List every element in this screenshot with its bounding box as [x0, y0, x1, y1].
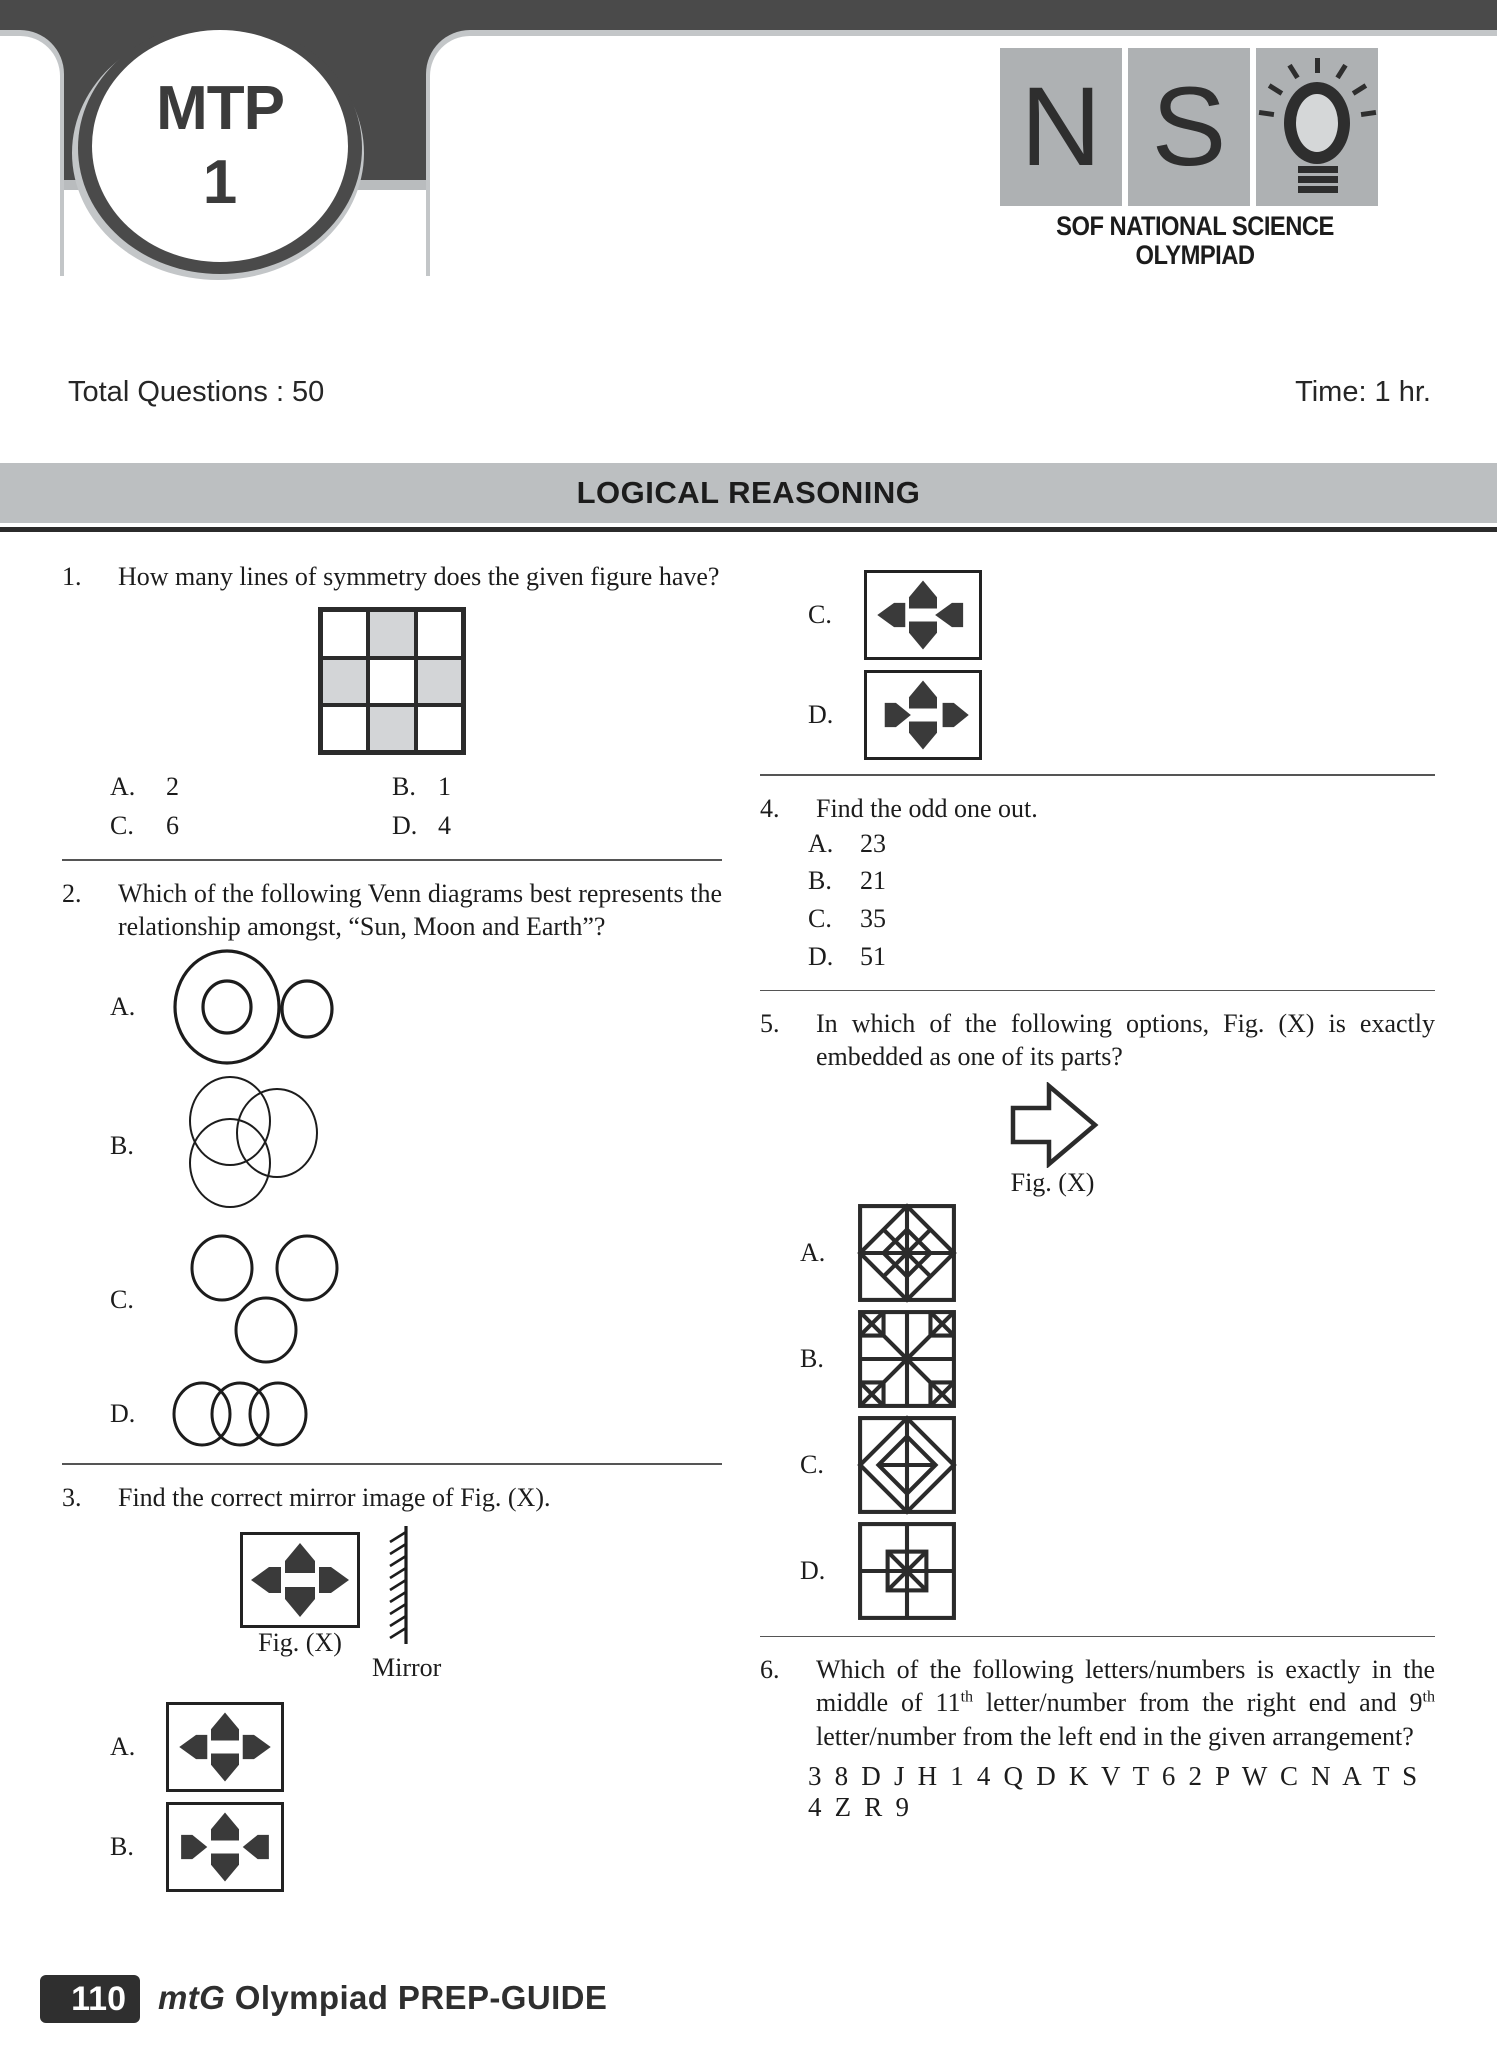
- nso-caption: [1023, 212, 1366, 270]
- section-title-bar: [0, 463, 1497, 523]
- question-1-number: 1.: [62, 562, 82, 591]
- square-center-star-box: [856, 1520, 958, 1622]
- arrows-up-left-right-down: [166, 1702, 284, 1792]
- option-a-value: 23: [860, 828, 886, 858]
- option-d-label: D.: [110, 1399, 136, 1429]
- question-3-option-b[interactable]: [62, 1802, 722, 1892]
- question-6-text-p2: letter/number from the right end and 9: [973, 1688, 1423, 1718]
- arrows-up-right-left-down: [166, 1802, 284, 1892]
- option-row: [62, 806, 722, 845]
- question-4-text: Find the odd one out.: [816, 793, 1038, 823]
- exam-info-row: [0, 362, 1497, 432]
- question-2-option-b[interactable]: [62, 1071, 722, 1221]
- option-d-value: 51: [860, 941, 886, 971]
- question-4-option-a[interactable]: [808, 825, 1435, 863]
- mtp-badge: [92, 30, 348, 262]
- nso-letter-n: N: [1020, 64, 1102, 189]
- question-5: [760, 1007, 1435, 1622]
- question-divider: [62, 1463, 722, 1465]
- question-3-number: 3.: [62, 1482, 82, 1512]
- square-nested-diamonds: [856, 1414, 958, 1516]
- venn-three-disjoint: [162, 1225, 382, 1375]
- question-3-text: Find the correct mirror image of Fig. (X).: [118, 1482, 551, 1512]
- option-b-label: B.: [110, 1832, 134, 1862]
- option-a[interactable]: [62, 767, 392, 806]
- question-6: [760, 1653, 1435, 1823]
- nso-caption-line1: SOF NATIONAL SCIENCE: [1056, 211, 1334, 241]
- question-5-text: In which of the following options, Fig. (X) is exactly embedded as one of its parts?: [816, 1009, 1435, 1072]
- page-number-badge: [40, 1975, 140, 2023]
- option-d-label: D.: [808, 941, 834, 971]
- question-4-option-b[interactable]: [808, 862, 1435, 900]
- question-6-text-p1: Which of the following letters/numbers is exactly in the middle of 11: [816, 1655, 1435, 1718]
- question-divider: [760, 1636, 1435, 1638]
- option-d[interactable]: [392, 806, 722, 845]
- question-3-figure-area: [62, 1532, 722, 1692]
- question-5-option-d[interactable]: [760, 1520, 1435, 1622]
- question-divider: [62, 859, 722, 861]
- option-c-value: 35: [860, 904, 886, 934]
- page-header: [0, 0, 1497, 318]
- venn-circle-inside-circle-plus-separate: [162, 947, 382, 1067]
- question-2-option-c[interactable]: [62, 1225, 722, 1375]
- option-b-value: 1: [438, 772, 451, 802]
- question-6-arrangement: 3 8 D J H 1 4 Q D K V T 6 2 P W C N A T S 4 Z R 9: [808, 1760, 1421, 1822]
- mirror-label: Mirror: [372, 1653, 442, 1683]
- option-a-value: 2: [166, 772, 179, 802]
- four-arrows-up-left-right-down: [240, 1532, 360, 1628]
- option-d-label: D.: [808, 700, 834, 729]
- question-4-number: 4.: [760, 793, 780, 823]
- option-d-value: 4: [438, 811, 451, 841]
- nso-tile-bulb: [1256, 48, 1378, 206]
- venn-three-chain-overlap: [162, 1379, 382, 1449]
- right-block-arrow-outline: [1005, 1082, 1101, 1168]
- question-4: [760, 792, 1435, 976]
- nso-tile-s: [1128, 48, 1250, 206]
- question-1-text: How many lines of symmetry does the given figure have?: [118, 562, 720, 591]
- question-2-text: Which of the following Venn diagrams best represents the relationship amongst, “Sun, Moon and Earth”?: [118, 878, 722, 942]
- question-2-number: 2.: [62, 878, 82, 908]
- arrows-up-right-right-down: [864, 670, 982, 760]
- question-2-option-d[interactable]: [62, 1379, 722, 1449]
- option-a-label: A.: [110, 772, 136, 802]
- nso-tile-n: [1000, 48, 1122, 206]
- footer-title: Olympiad PREP-GUIDE: [234, 1979, 608, 2016]
- question-1-figure: [62, 607, 722, 755]
- option-d-label: D.: [800, 1555, 826, 1585]
- question-2-option-a[interactable]: [62, 947, 722, 1067]
- option-b-label: B.: [808, 866, 832, 896]
- mirror-element: [372, 1524, 442, 1683]
- arrows-up-left-left-down: [864, 570, 982, 660]
- footer-brand-line: [158, 1979, 607, 2017]
- option-c-label: C.: [110, 811, 134, 841]
- option-c-value: 6: [166, 811, 179, 841]
- question-5-fig-caption: Fig. (X): [1010, 1167, 1095, 1197]
- question-4-option-c[interactable]: [808, 900, 1435, 938]
- question-5-option-c[interactable]: [760, 1414, 1435, 1516]
- nso-caption-line2: OLYMPIAD: [1135, 240, 1255, 271]
- header-carve-left: [0, 36, 60, 276]
- option-a-label: A.: [808, 828, 834, 858]
- question-5-number: 5.: [760, 1009, 780, 1039]
- mtp-label: MTP: [156, 74, 284, 143]
- option-a-label: A.: [110, 1732, 136, 1762]
- mirror-icon: [380, 1524, 420, 1646]
- section-title: LOGICAL REASONING: [576, 475, 921, 510]
- question-4-option-d[interactable]: [808, 938, 1435, 976]
- lightbulb-icon: [1258, 52, 1376, 202]
- option-c[interactable]: [62, 806, 392, 845]
- question-2: [62, 877, 722, 1450]
- option-row: [62, 767, 722, 806]
- option-b-value: 21: [860, 866, 886, 896]
- nso-logo: [1000, 48, 1390, 270]
- question-3-option-a[interactable]: [62, 1702, 722, 1792]
- question-3-option-d[interactable]: [760, 670, 1435, 760]
- total-questions-label: Total Questions : 50: [68, 376, 325, 408]
- option-a-label: A.: [110, 992, 136, 1022]
- mtp-number: 1: [202, 148, 238, 217]
- option-c-label: C.: [808, 904, 832, 934]
- option-a-label: A.: [800, 1237, 826, 1267]
- question-3-fig-caption: Fig. (X): [258, 1628, 342, 1658]
- nso-letter-s: S: [1151, 64, 1227, 189]
- option-b[interactable]: [392, 767, 722, 806]
- option-b-label: B.: [392, 772, 416, 802]
- question-divider: [760, 990, 1435, 992]
- question-6-text: [816, 1653, 1435, 1753]
- question-6-text-sup1: th: [960, 1688, 974, 1706]
- page-footer: [0, 1975, 1497, 2035]
- section-rule: [0, 527, 1497, 532]
- square-quad-diagonals: [856, 1308, 958, 1410]
- question-5-fig-x: [760, 1082, 1435, 1198]
- question-5-option-b[interactable]: [760, 1308, 1435, 1410]
- option-b-label: B.: [110, 1131, 134, 1161]
- time-label: Time: 1 hr.: [1295, 376, 1431, 408]
- option-c-label: C.: [800, 1449, 824, 1479]
- question-4-options: [760, 825, 1435, 976]
- question-3: [62, 1481, 722, 1892]
- page-number: 110: [71, 1979, 126, 2018]
- grid-3x3-plus-shaded: [318, 607, 466, 755]
- question-6-number: 6.: [760, 1655, 780, 1685]
- option-c-label: C.: [110, 1285, 134, 1315]
- right-column: [760, 560, 1435, 1827]
- option-c-label: C.: [808, 600, 832, 629]
- question-1-options: [62, 767, 722, 845]
- question-5-option-a[interactable]: [760, 1202, 1435, 1304]
- option-d-label: D.: [392, 811, 418, 841]
- left-column: [62, 560, 722, 1902]
- option-b-label: B.: [800, 1343, 824, 1373]
- mtg-logo: mtG: [158, 1979, 226, 2016]
- question-6-text-p3: letter/number from the left end in the given arrangement?: [816, 1721, 1414, 1751]
- venn-three-overlapping: [162, 1071, 382, 1221]
- question-3-option-c[interactable]: [760, 570, 1435, 660]
- question-1: [62, 560, 722, 845]
- question-3-fig-x-box: [240, 1532, 360, 1658]
- square-rotated-grid-diamond: [856, 1202, 958, 1304]
- nso-logo-tiles: [1000, 48, 1390, 206]
- question-6-text-sup2: th: [1422, 1688, 1436, 1706]
- question-divider: [760, 774, 1435, 776]
